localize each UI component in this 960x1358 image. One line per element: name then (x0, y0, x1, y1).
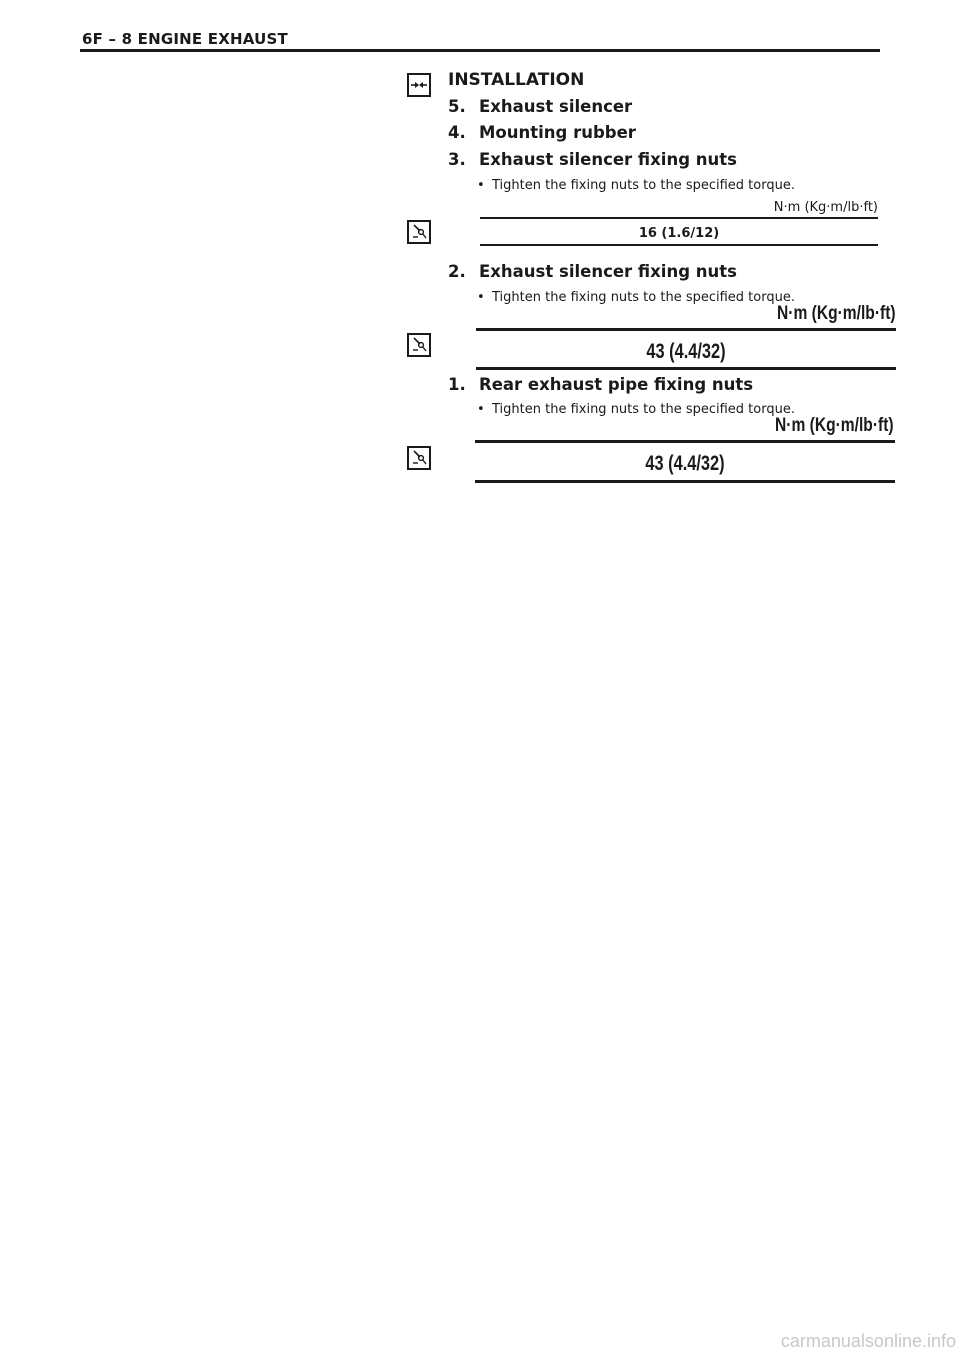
step-number: 2. (448, 262, 466, 281)
install-arrows-icon (407, 73, 431, 97)
torque-wrench-icon (407, 446, 431, 470)
torque-wrench-icon (407, 333, 431, 357)
step-label: Rear exhaust pipe fixing nuts (479, 375, 754, 394)
step-2-note (477, 290, 795, 305)
torque-unit: N·m (Kg·m/lb·ft) (775, 415, 894, 436)
step-number: 3. (448, 150, 466, 169)
note-text: Tighten the fixing nuts to the specified torque. (492, 290, 795, 305)
step-4 (448, 123, 636, 142)
step-1 (448, 375, 753, 394)
bullet-icon: • (477, 290, 485, 305)
table-rule-top (476, 328, 896, 331)
table-rule-bottom (475, 480, 895, 483)
torque-unit: N·m (Kg·m/lb·ft) (773, 200, 878, 215)
torque-value: 43 (4.4/32) (646, 340, 726, 363)
step-number: 4. (448, 123, 466, 142)
bullet-icon: • (477, 178, 485, 193)
note-text: Tighten the fixing nuts to the specified torque. (492, 402, 795, 417)
step-label: Exhaust silencer fixing nuts (479, 150, 737, 169)
torque-value: 16 (1.6/12) (638, 226, 720, 241)
step-5 (448, 97, 632, 116)
table-rule-top (480, 217, 878, 219)
step-label: Exhaust silencer (479, 97, 633, 116)
bullet-icon: • (477, 402, 485, 417)
section-title: INSTALLATION (448, 70, 585, 90)
step-number: 1. (448, 375, 466, 394)
step-3 (448, 150, 737, 169)
torque-unit: N·m (Kg·m/lb·ft) (777, 303, 896, 324)
page-header-title: 6F – 8 ENGINE EXHAUST (82, 30, 288, 48)
step-3-note (477, 178, 795, 193)
footer-watermark: carmanualsonline.info (780, 1331, 956, 1351)
table-rule-top (475, 440, 895, 443)
header-rule (80, 49, 880, 52)
step-2 (448, 262, 737, 281)
note-text: Tighten the fixing nuts to the specified torque. (492, 178, 795, 193)
table-rule-bottom (476, 367, 896, 370)
table-rule-bottom (480, 244, 878, 246)
step-1-note (477, 402, 795, 417)
step-number: 5. (448, 97, 466, 116)
step-label: Exhaust silencer fixing nuts (479, 262, 737, 281)
torque-wrench-icon (407, 220, 431, 244)
torque-value: 43 (4.4/32) (645, 452, 725, 475)
step-label: Mounting rubber (479, 123, 636, 142)
